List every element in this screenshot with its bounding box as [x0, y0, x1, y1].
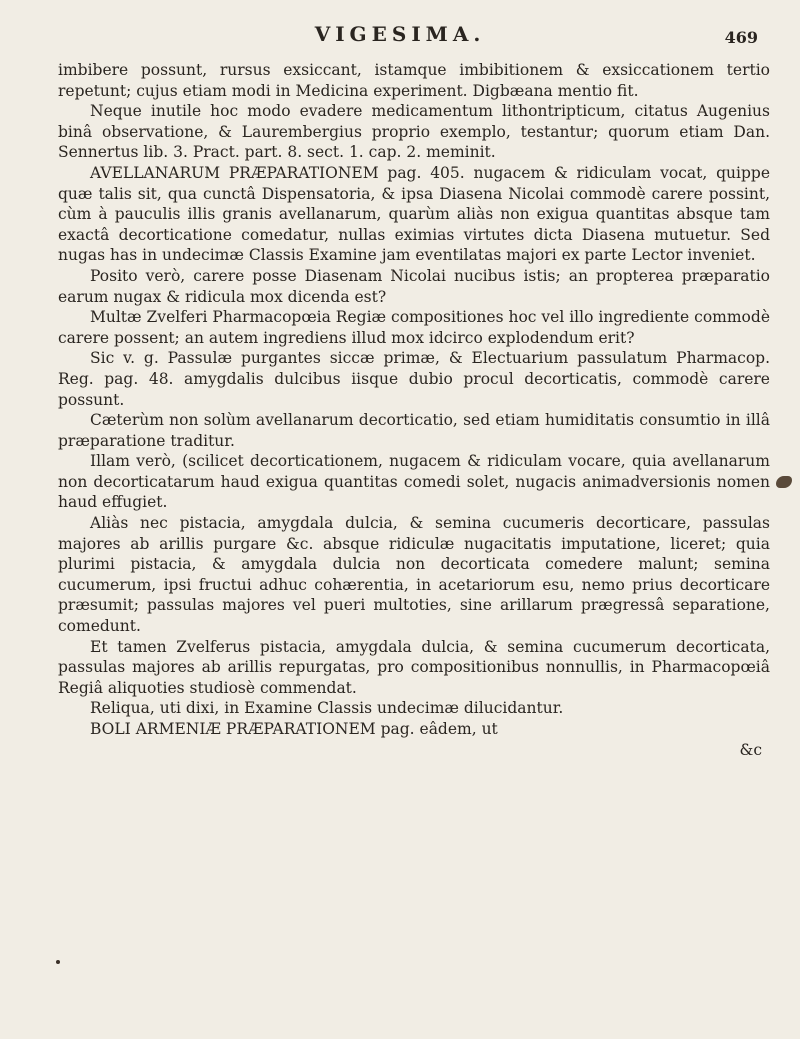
running-title: VIGESIMA.	[314, 22, 486, 46]
text-body	[58, 60, 770, 760]
paragraph: Et tamen Zvelferus pistacia, amygdala dulcia, & semina cucumerum decorticata, passulas majores ab arillis repurgatas, pro compositionibus nonnullis, in Pharmacopœiâ Regiâ aliquoties studiosè commendat.	[58, 637, 770, 697]
paragraph: Reliqua, uti dixi, in Examine Classis undecimæ dilucidantur.	[90, 699, 564, 718]
paragraph: AVELLANARUM PRÆPARATIONEM pag. 405. nugacem & ridiculam vocat, quippe quæ talis sit, qua cunctâ Dispensatoria, & ipsa Diasena Nicolai commodè carere possint, cùm à pauculis illis granis avellanarum, quarùm aliàs non exigua quantitas absque tam exactâ decorticatione comedatur, nullas eximias virtutes dicta Diasena mutuetur. Sed nugas has in undecimæ Classis Examine jam eventilatas majori ex parte Lector inveniet.	[58, 163, 770, 265]
page-number: 469	[724, 28, 758, 47]
ink-dot	[56, 960, 60, 964]
paragraph: Illam verò, (scilicet decorticationem, nugacem & ridiculam vocare, quia avellanarum non decorticatarum haud exigua quantitas comedi solet, nugacis animadversionis nomen haud effugiet.	[58, 452, 770, 512]
paragraph: imbibere possunt, rursus exsiccant, istamque imbibitionem & exsiccationem tertio repetunt; cujus etiam modi in Medicina experiment. Digbæana mentio fit.	[58, 61, 770, 100]
paragraph: Aliàs nec pistacia, amygdala dulcia, & semina cucumeris decorticare, passulas majores ab arillis purgare &c. absque ridiculæ nugacitatis imputatione, liceret; quia plurimi pistacia, & amygdala dulcia non decorticata comedere malunt; semina cucumerum, ipsi fructui adhuc cohærentia, in acetariorum esu, nemo prius decorticare præsumit; passulas majores vel pueri multoties, sine arillarum prægressâ separatione, comedunt.	[58, 514, 770, 636]
ink-blot-mark	[776, 476, 792, 488]
catchword: &c	[739, 740, 762, 759]
paragraph: Cæterùm non solùm avellanarum decorticatio, sed etiam humiditatis consumtio in illâ præparatione traditur.	[58, 411, 770, 450]
paragraph: Multæ Zvelferi Pharmacopœia Regiæ compositiones hoc vel illo ingrediente commodè carere possent; an autem ingrediens illud mox idcirco explodendum erit?	[58, 308, 770, 347]
paragraph: Sic v. g. Passulæ purgantes siccæ primæ, & Electuarium passulatum Pharmacop. Reg. pag. 48. amygdalis dulcibus iisque dubio procul decorticatis, commodè carere possunt.	[58, 349, 770, 409]
paragraph: BOLI ARMENIÆ PRÆPARATIONEM pag. eâdem, ut	[90, 720, 498, 738]
paragraph: Posito verò, carere posse Diasenam Nicolai nucibus istis; an propterea præparatio earum nugax & ridicula mox dicenda est?	[58, 266, 770, 306]
paragraph: Neque inutile hoc modo evadere medicamentum lithontripticum, citatus Augenius binâ observatione, & Laurembergius proprio exemplo, testantur; quorum etiam Dan. Sennertus lib. 3. Pract. part. 8. sect. 1. cap. 2. meminit.	[58, 102, 770, 162]
